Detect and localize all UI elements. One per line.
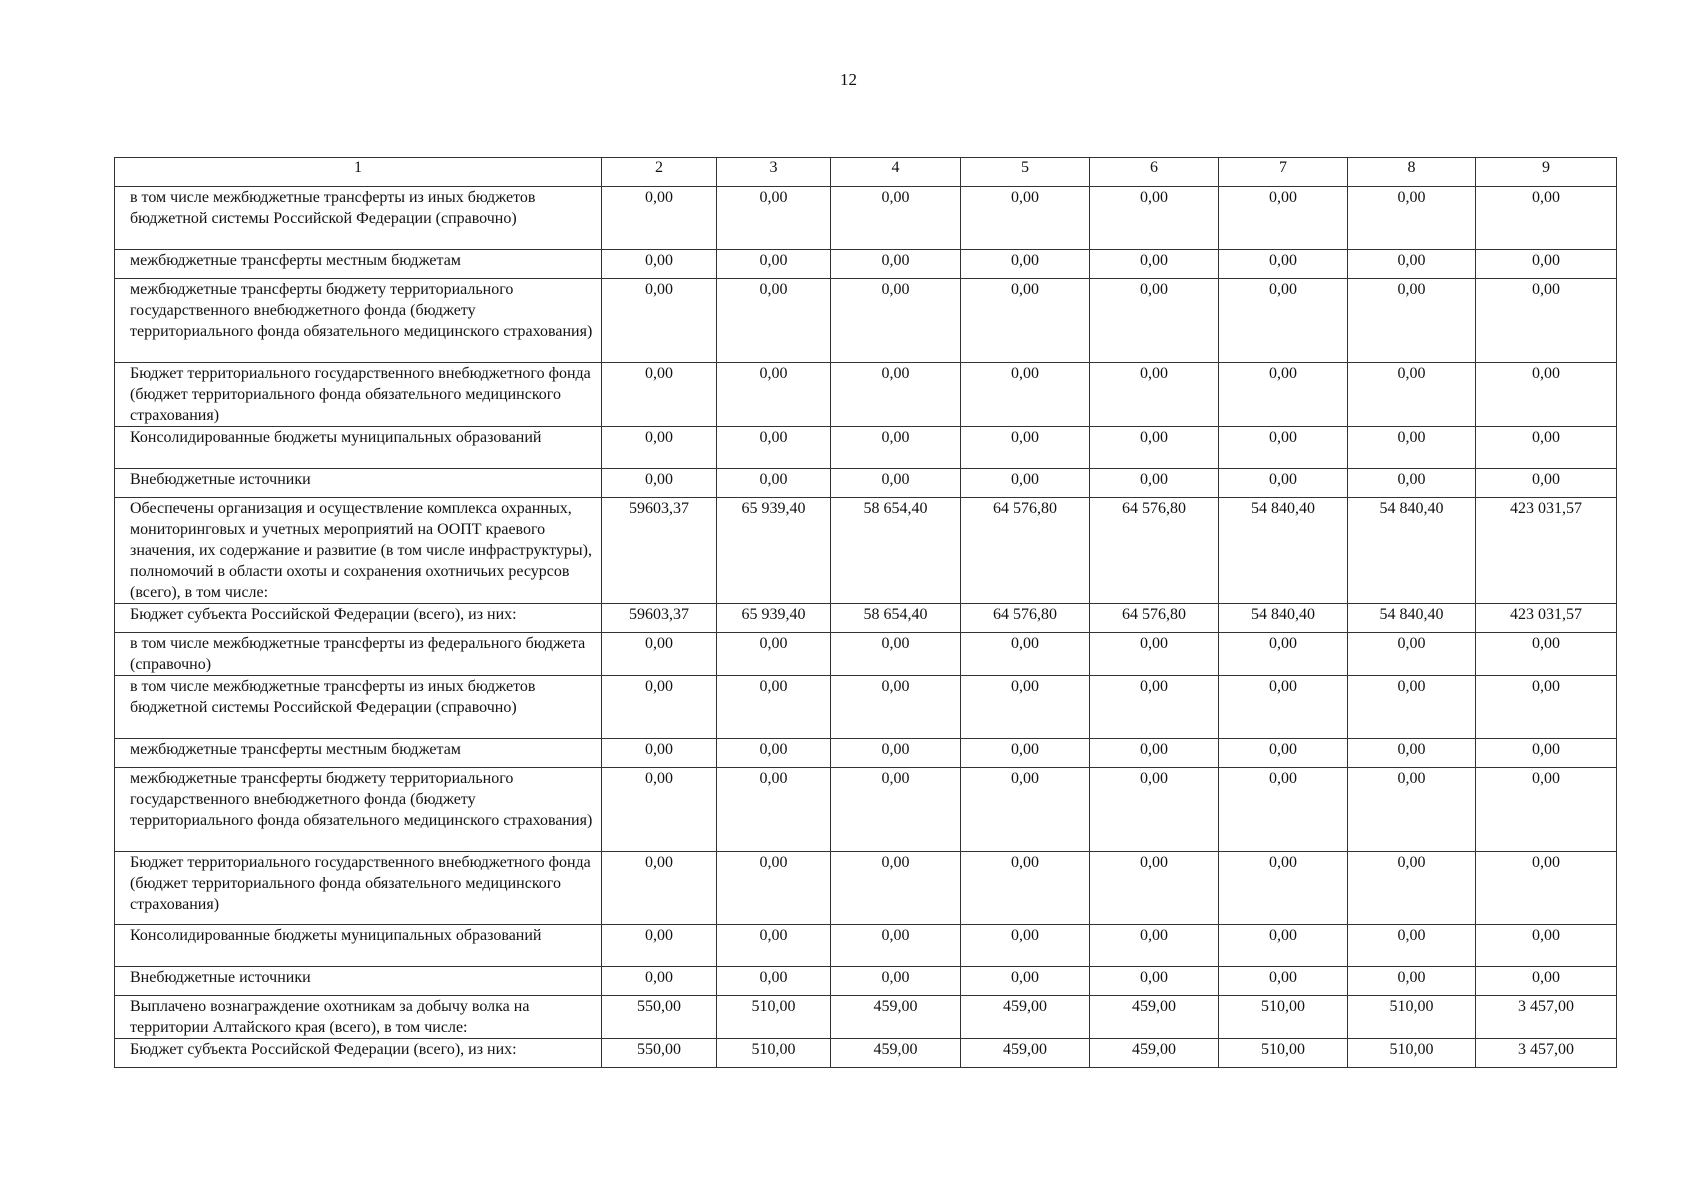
row-value: 0,00 <box>602 852 717 925</box>
row-value: 0,00 <box>1476 676 1617 739</box>
row-value: 0,00 <box>1090 187 1219 250</box>
row-value: 54 840,40 <box>1348 604 1476 633</box>
row-value: 423 031,57 <box>1476 604 1617 633</box>
row-value: 58 654,40 <box>831 604 961 633</box>
row-value: 0,00 <box>1476 967 1617 996</box>
row-value: 0,00 <box>1090 633 1219 676</box>
row-value: 0,00 <box>1348 427 1476 469</box>
row-value: 0,00 <box>1348 250 1476 279</box>
row-value: 0,00 <box>1476 250 1617 279</box>
column-header: 4 <box>831 158 961 187</box>
row-value: 0,00 <box>717 768 831 852</box>
row-value: 0,00 <box>602 739 717 768</box>
row-value: 0,00 <box>1476 279 1617 363</box>
row-value: 459,00 <box>831 1039 961 1068</box>
row-value: 0,00 <box>1476 187 1617 250</box>
row-value: 423 031,57 <box>1476 498 1617 604</box>
row-value: 0,00 <box>717 739 831 768</box>
row-value: 0,00 <box>1219 279 1348 363</box>
row-value: 0,00 <box>1219 469 1348 498</box>
row-label: Бюджет территориального государственного внебюджетного фонда (бюджет территориального фонда обязательного медицинского страхования) <box>115 852 602 925</box>
row-value: 0,00 <box>602 250 717 279</box>
row-value: 0,00 <box>717 852 831 925</box>
row-value: 0,00 <box>1476 739 1617 768</box>
row-value: 0,00 <box>602 633 717 676</box>
row-value: 0,00 <box>1476 633 1617 676</box>
row-value: 459,00 <box>961 996 1090 1039</box>
row-value: 510,00 <box>1219 1039 1348 1068</box>
row-value: 0,00 <box>1219 633 1348 676</box>
row-value: 0,00 <box>1090 279 1219 363</box>
table-row <box>115 498 1617 604</box>
row-value: 64 576,80 <box>961 498 1090 604</box>
row-label: межбюджетные трансферты бюджету территориального государственного внебюджетного фонда (бюджету территориального фонда обязательного медицинского страхования) <box>115 279 602 363</box>
row-value: 0,00 <box>717 925 831 967</box>
row-value: 0,00 <box>717 250 831 279</box>
row-value: 64 576,80 <box>1090 498 1219 604</box>
row-value: 0,00 <box>961 739 1090 768</box>
row-value: 550,00 <box>602 1039 717 1068</box>
row-value: 0,00 <box>1219 363 1348 427</box>
row-value: 58 654,40 <box>831 498 961 604</box>
row-value: 0,00 <box>602 925 717 967</box>
row-label: Обеспечены организация и осуществление комплекса охранных, мониторинговых и учетных мероприятий на ООПТ краевого значения, их содержание и развитие (в том числе инфраструктуры), полномочий в области охоты и сохранения охотничьих ресурсов (всего), в том числе: <box>115 498 602 604</box>
row-value: 0,00 <box>717 676 831 739</box>
row-value: 0,00 <box>831 469 961 498</box>
row-value: 54 840,40 <box>1348 498 1476 604</box>
row-value: 0,00 <box>831 250 961 279</box>
row-value: 3 457,00 <box>1476 1039 1617 1068</box>
row-value: 0,00 <box>1219 427 1348 469</box>
row-value: 0,00 <box>1348 633 1476 676</box>
row-value: 0,00 <box>602 676 717 739</box>
table-body <box>115 187 1617 1068</box>
row-value: 0,00 <box>831 363 961 427</box>
row-value: 0,00 <box>1219 768 1348 852</box>
row-value: 0,00 <box>1348 739 1476 768</box>
row-value: 459,00 <box>1090 1039 1219 1068</box>
row-value: 0,00 <box>1090 739 1219 768</box>
row-label: Бюджет территориального государственного внебюджетного фонда (бюджет территориального фонда обязательного медицинского страхования) <box>115 363 602 427</box>
row-label: в том числе межбюджетные трансферты из иных бюджетов бюджетной системы Российской Федерации (справочно) <box>115 676 602 739</box>
row-value: 0,00 <box>1219 852 1348 925</box>
row-value: 0,00 <box>961 427 1090 469</box>
row-value: 0,00 <box>1476 768 1617 852</box>
row-label: Бюджет субъекта Российской Федерации (всего), из них: <box>115 1039 602 1068</box>
row-value: 510,00 <box>1219 996 1348 1039</box>
row-value: 0,00 <box>1090 768 1219 852</box>
row-value: 510,00 <box>717 996 831 1039</box>
row-value: 0,00 <box>602 469 717 498</box>
row-value: 65 939,40 <box>717 498 831 604</box>
row-value: 510,00 <box>717 1039 831 1068</box>
column-header: 2 <box>602 158 717 187</box>
row-value: 0,00 <box>1219 250 1348 279</box>
row-value: 0,00 <box>717 187 831 250</box>
row-value: 64 576,80 <box>961 604 1090 633</box>
row-value: 0,00 <box>1476 852 1617 925</box>
table-row <box>115 925 1617 967</box>
table-row <box>115 967 1617 996</box>
row-value: 59603,37 <box>602 604 717 633</box>
row-value: 0,00 <box>961 469 1090 498</box>
table-row <box>115 996 1617 1039</box>
row-value: 0,00 <box>1219 925 1348 967</box>
row-value: 459,00 <box>1090 996 1219 1039</box>
row-value: 0,00 <box>961 768 1090 852</box>
row-value: 0,00 <box>961 187 1090 250</box>
row-label: в том числе межбюджетные трансферты из иных бюджетов бюджетной системы Российской Федерации (справочно) <box>115 187 602 250</box>
row-label: Выплачено вознаграждение охотникам за добычу волка на территории Алтайского края (всего), в том числе: <box>115 996 602 1039</box>
row-value: 59603,37 <box>602 498 717 604</box>
row-label: межбюджетные трансферты бюджету территориального государственного внебюджетного фонда (бюджету территориального фонда обязательного медицинского страхования) <box>115 768 602 852</box>
row-value: 0,00 <box>1348 279 1476 363</box>
row-value: 0,00 <box>602 427 717 469</box>
row-value: 0,00 <box>1090 925 1219 967</box>
page-number: 12 <box>840 70 857 89</box>
column-header: 7 <box>1219 158 1348 187</box>
row-value: 0,00 <box>961 852 1090 925</box>
row-value: 0,00 <box>1476 469 1617 498</box>
table-row <box>115 250 1617 279</box>
column-header: 9 <box>1476 158 1617 187</box>
row-value: 54 840,40 <box>1219 498 1348 604</box>
column-header: 8 <box>1348 158 1476 187</box>
row-value: 0,00 <box>1348 768 1476 852</box>
table-row <box>115 279 1617 363</box>
row-value: 0,00 <box>1348 676 1476 739</box>
row-value: 0,00 <box>602 279 717 363</box>
row-value: 0,00 <box>1090 427 1219 469</box>
row-label: Внебюджетные источники <box>115 967 602 996</box>
row-value: 0,00 <box>831 187 961 250</box>
budget-table <box>114 157 1617 1068</box>
row-value: 459,00 <box>831 996 961 1039</box>
table-row <box>115 604 1617 633</box>
table-row <box>115 187 1617 250</box>
row-value: 0,00 <box>831 633 961 676</box>
row-value: 510,00 <box>1348 1039 1476 1068</box>
row-value: 0,00 <box>831 427 961 469</box>
row-value: 54 840,40 <box>1219 604 1348 633</box>
row-label: Бюджет субъекта Российской Федерации (всего), из них: <box>115 604 602 633</box>
row-value: 510,00 <box>1348 996 1476 1039</box>
row-value: 0,00 <box>1348 925 1476 967</box>
row-value: 0,00 <box>717 427 831 469</box>
row-value: 550,00 <box>602 996 717 1039</box>
row-value: 0,00 <box>1348 469 1476 498</box>
row-value: 0,00 <box>1348 852 1476 925</box>
table-row <box>115 427 1617 469</box>
row-value: 0,00 <box>602 768 717 852</box>
row-value: 0,00 <box>717 633 831 676</box>
row-value: 0,00 <box>961 633 1090 676</box>
row-value: 0,00 <box>717 967 831 996</box>
row-value: 0,00 <box>1219 739 1348 768</box>
row-value: 0,00 <box>1476 427 1617 469</box>
table-row <box>115 768 1617 852</box>
row-value: 0,00 <box>1476 363 1617 427</box>
row-value: 0,00 <box>831 739 961 768</box>
table-row <box>115 739 1617 768</box>
row-value: 0,00 <box>1090 363 1219 427</box>
row-value: 0,00 <box>1090 469 1219 498</box>
table-row <box>115 1039 1617 1068</box>
row-value: 0,00 <box>1090 676 1219 739</box>
row-value: 0,00 <box>831 967 961 996</box>
row-value: 0,00 <box>1348 967 1476 996</box>
row-value: 0,00 <box>717 363 831 427</box>
row-value: 0,00 <box>831 279 961 363</box>
row-value: 0,00 <box>831 852 961 925</box>
row-value: 65 939,40 <box>717 604 831 633</box>
row-value: 0,00 <box>1090 250 1219 279</box>
table-row <box>115 363 1617 427</box>
row-value: 0,00 <box>831 676 961 739</box>
row-value: 0,00 <box>961 967 1090 996</box>
column-header: 6 <box>1090 158 1219 187</box>
row-value: 0,00 <box>1348 363 1476 427</box>
row-label: Консолидированные бюджеты муниципальных образований <box>115 427 602 469</box>
row-value: 0,00 <box>1348 187 1476 250</box>
row-value: 0,00 <box>1219 967 1348 996</box>
row-value: 0,00 <box>961 363 1090 427</box>
row-value: 0,00 <box>602 363 717 427</box>
row-value: 64 576,80 <box>1090 604 1219 633</box>
row-label: межбюджетные трансферты местным бюджетам <box>115 739 602 768</box>
row-value: 0,00 <box>961 676 1090 739</box>
row-value: 0,00 <box>831 768 961 852</box>
row-value: 0,00 <box>1219 676 1348 739</box>
row-label: Внебюджетные источники <box>115 469 602 498</box>
table-row <box>115 633 1617 676</box>
row-value: 0,00 <box>1219 187 1348 250</box>
row-label: в том числе межбюджетные трансферты из федерального бюджета (справочно) <box>115 633 602 676</box>
column-header: 3 <box>717 158 831 187</box>
row-value: 3 457,00 <box>1476 996 1617 1039</box>
table-row <box>115 469 1617 498</box>
row-label: Консолидированные бюджеты муниципальных образований <box>115 925 602 967</box>
column-header: 1 <box>115 158 602 187</box>
row-value: 0,00 <box>717 279 831 363</box>
column-header: 5 <box>961 158 1090 187</box>
row-value: 0,00 <box>961 250 1090 279</box>
row-value: 459,00 <box>961 1039 1090 1068</box>
row-value: 0,00 <box>1090 967 1219 996</box>
table-row <box>115 852 1617 925</box>
row-value: 0,00 <box>602 187 717 250</box>
row-label: межбюджетные трансферты местным бюджетам <box>115 250 602 279</box>
row-value: 0,00 <box>602 967 717 996</box>
row-value: 0,00 <box>831 925 961 967</box>
table-header-row <box>115 158 1617 187</box>
row-value: 0,00 <box>717 469 831 498</box>
row-value: 0,00 <box>1476 925 1617 967</box>
row-value: 0,00 <box>1090 852 1219 925</box>
row-value: 0,00 <box>961 925 1090 967</box>
table-row <box>115 676 1617 739</box>
row-value: 0,00 <box>961 279 1090 363</box>
